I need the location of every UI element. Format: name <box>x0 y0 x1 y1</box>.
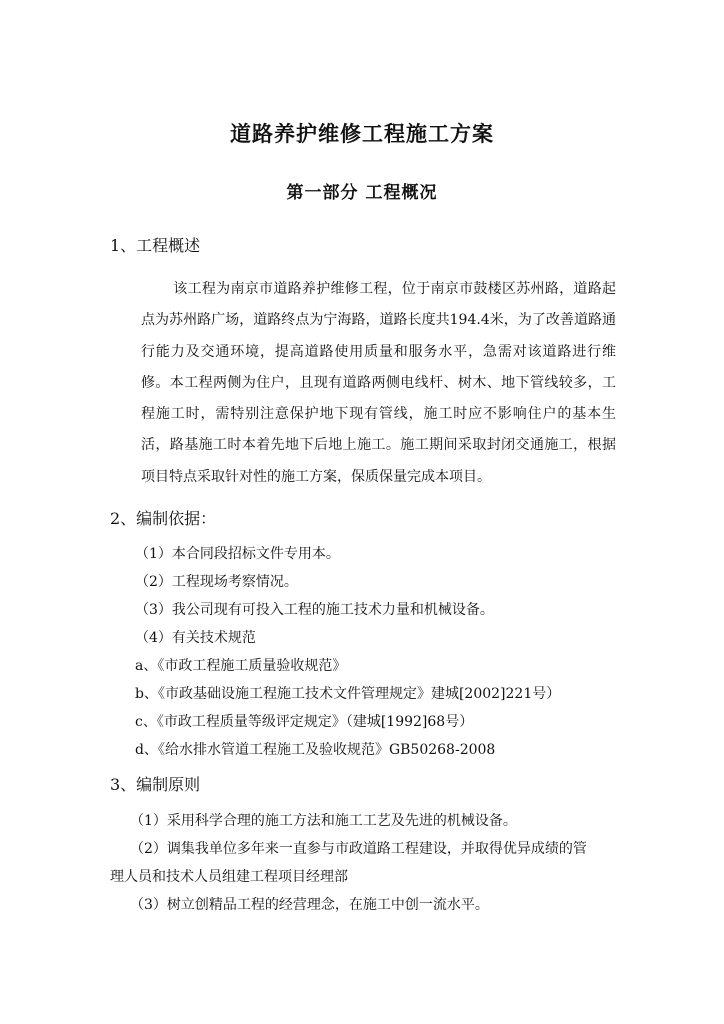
part-title: 第一部分 工程概况 <box>286 183 438 203</box>
principle-item-2: （2）调集我单位多年来一直参与市政道路工程建设，并取得优异成绩的管 <box>130 841 587 857</box>
basis-item-4: （4）有关技术规范 <box>135 630 256 646</box>
basis-item-2: （2）工程现场考察情况。 <box>135 574 298 590</box>
section-2-heading: 2、编制依据： <box>110 509 217 528</box>
principle-item-3: （3）树立创精品工程的经营理念，在施工中创一流水平。 <box>130 897 489 913</box>
section-1-text: 该工程为南京市道路养护维修工程，位于南京市鼓楼区苏州路，道路起点为苏州路广场，道路终点为宁海路，道路长度共194.4米，为了改善道路通行能力及交通环境，提高道路使用质量和服务水平，急需对该道路进行维修。本工程两侧为住户，且现有道路两侧电线杆、树木、地下管线较多，工程施工时，需特别注意保护地下现有管线，施工时应不影响住户的基本生活，路基施工时本着先地下后地上施工。施工期间采取封闭交通施工，根据项目特点采取针对性的施工方案，保质保量完成本项目。 <box>141 281 616 485</box>
principle-item-1: （1）采用科学合理的施工方法和施工工艺及先进的机械设备。 <box>130 813 517 829</box>
basis-item-3: （3）我公司现有可投入工程的施工技术力量和机械设备。 <box>135 602 494 618</box>
section-3-heading: 3、编制原则 <box>110 775 201 794</box>
section-1-paragraph <box>141 274 616 493</box>
spec-item-d: d、《给水排水管道工程施工及验收规范》GB50268-2008 <box>135 742 496 758</box>
spec-item-a: a、《市政工程施工质量验收规范》 <box>135 658 347 674</box>
principle-item-2-cont: 理人员和技术人员组建工程项目经理部 <box>110 869 348 885</box>
document-title: 道路养护维修工程施工方案 <box>230 121 494 146</box>
spec-item-c: c、《市政工程质量等级评定规定》（建城[1992]68号） <box>135 714 474 730</box>
spec-item-b: b、《市政基础设施工程施工技术文件管理规定》建城[2002]221号） <box>135 686 561 702</box>
basis-item-1: （1）本合同段招标文件专用本。 <box>135 546 340 562</box>
section-1-heading: 1、工程概述 <box>110 236 201 255</box>
